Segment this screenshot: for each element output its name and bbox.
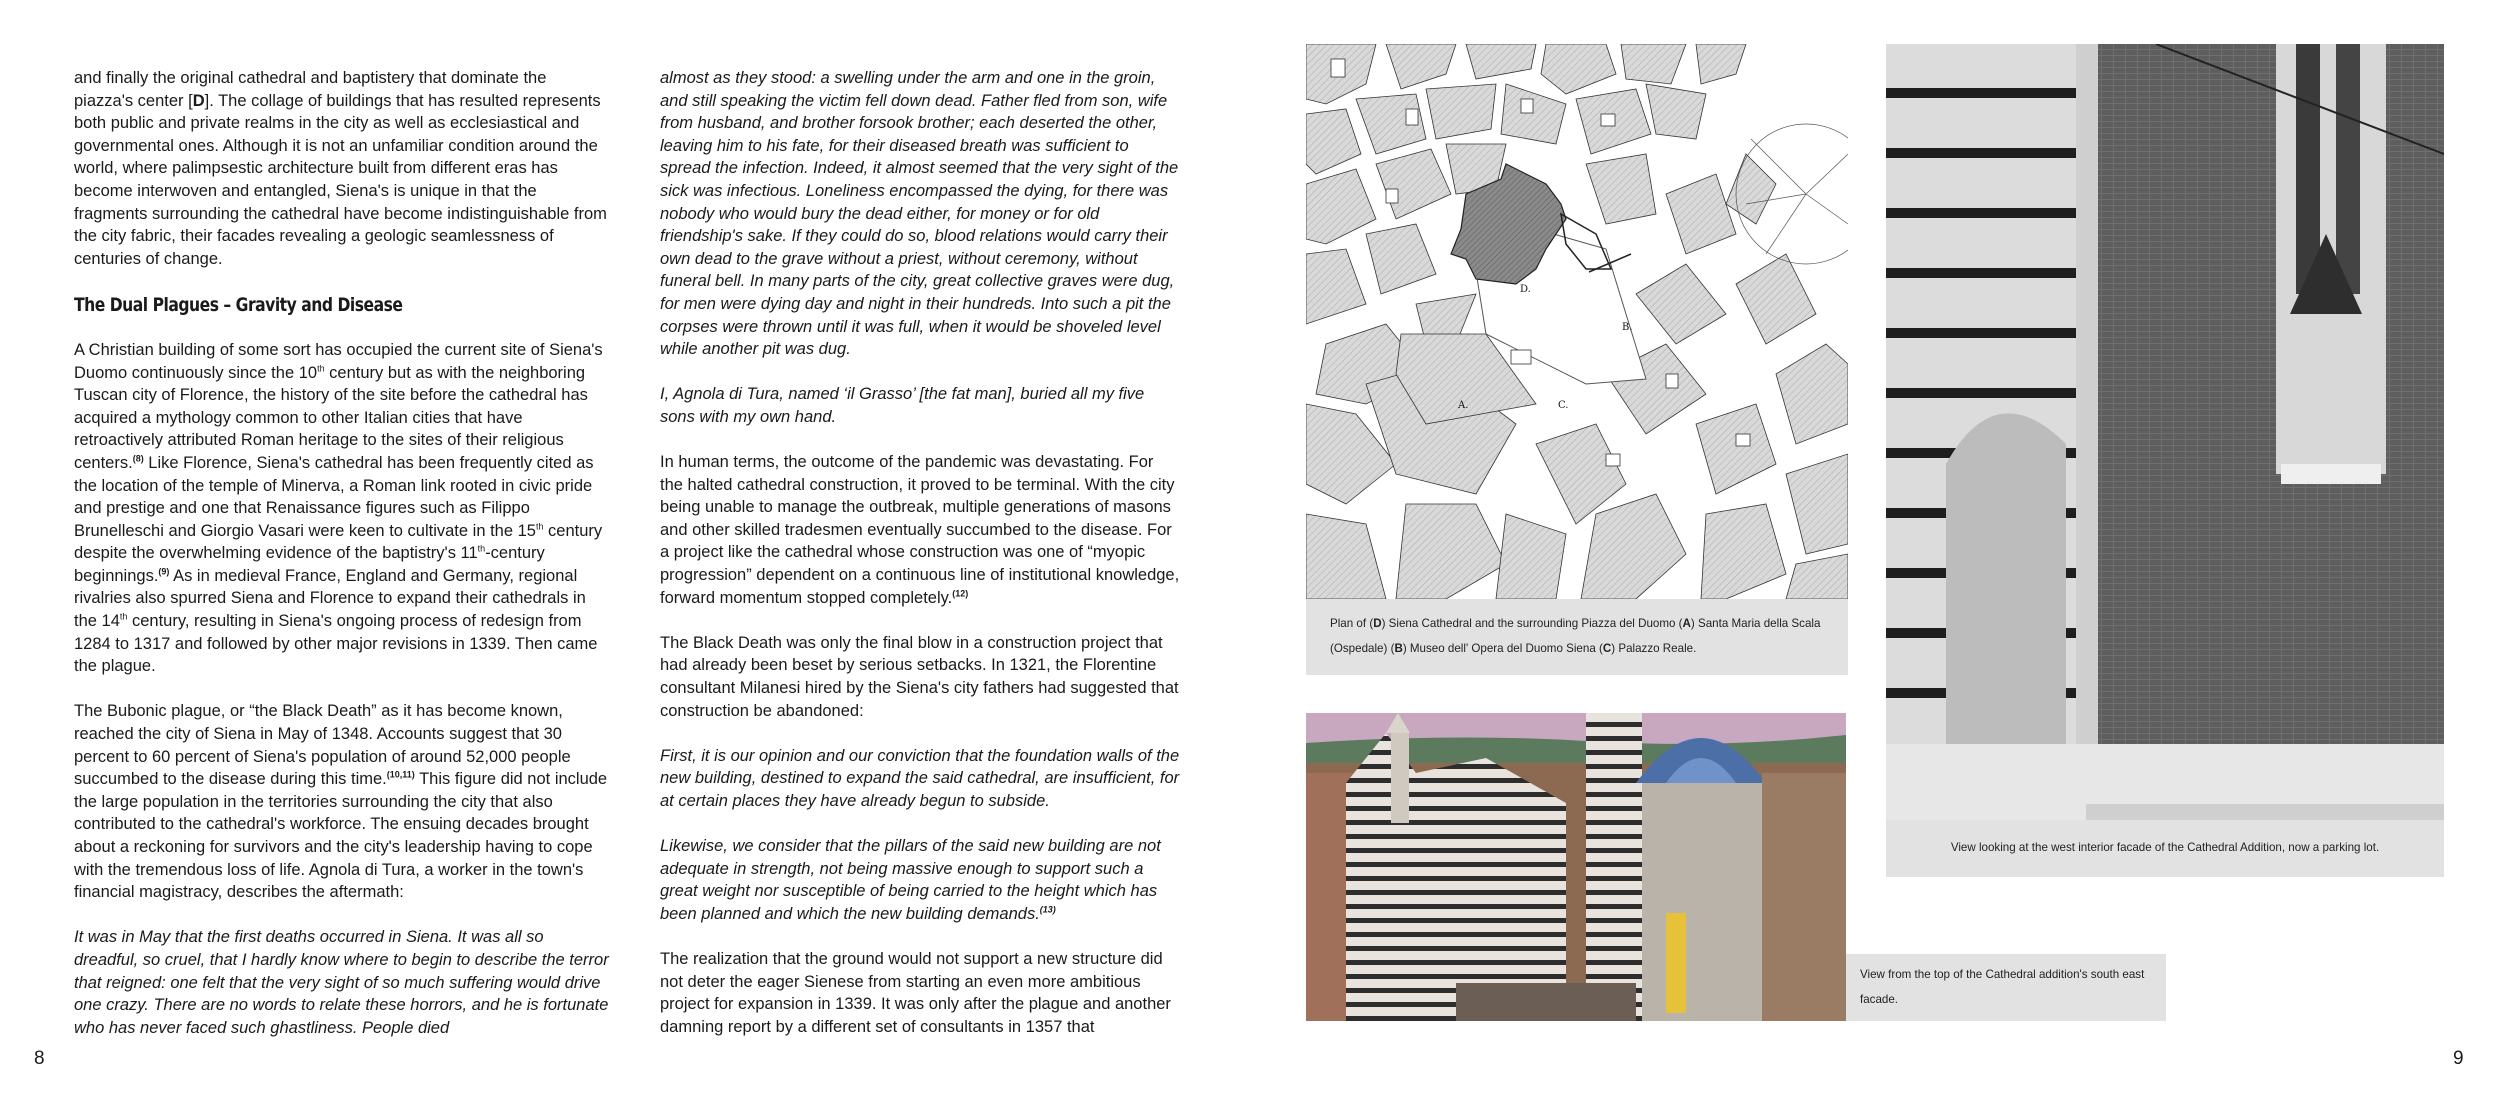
left-column-2	[660, 67, 1180, 1061]
site-plan-map	[1306, 44, 1848, 599]
paragraph: The Black Death was only the final blow in a construction project that had already been beset by serious setbacks. In 1321, the Florentine consultant Milanesi hired by the Siena's city fathers had suggested that construction be abandoned:	[660, 633, 1179, 720]
aerial-photo-graphic	[1306, 713, 1846, 1021]
aerial-cathedral-photo	[1306, 713, 1846, 1021]
paragraph: The realization that the ground would not support a new structure did not deter the eager Sienese from starting an even more ambitious project for expansion in 1339. It was only after the plague and another damning report by a different set of consultants in 1357 that	[660, 950, 1171, 1036]
section-heading: The Dual Plagues – Gravity and Disease	[74, 293, 403, 316]
map-caption: Plan of (D) Siena Cathedral and the surrounding Piazza del Duomo (A) Santa Maria della Scala (Ospedale) (B) Museo dell' Opera del Duomo Siena (C) Palazzo Reale.	[1306, 599, 1848, 675]
facade-photo-caption: View looking at the west interior facade of the Cathedral Addition, now a parking lot.	[1886, 820, 2444, 877]
map-label-d: D.	[1520, 284, 1531, 295]
paragraph: The Bubonic plague, or “the Black Death” as it has become known, reached the city of Siena in May of 1348. Accounts suggest that 30 percent to 60 percent of Siena's population of around 52,000 people succumbed to the disease during this time.$^{(10,11)}$ This figure did not include the large population in the territories surrounding the city that also contributed to the cathedral's workforce. The ensuing decades brought about a reckoning for survivors and the city's leadership having to cope with the tremendous loss of life. Agnola di Tura, a worker in the town's financial magistracy, describes the aftermath:	[74, 702, 608, 902]
map-graphic	[1306, 44, 1848, 599]
west-facade-photo	[1886, 44, 2444, 820]
map-label-a: A.	[1458, 400, 1469, 411]
facade-photo-graphic	[1886, 44, 2444, 820]
block-quote: First, it is our opinion and our conviction that the foundation walls of the new building, destined to expand the said cathedral, are insufficient, for at certain places they have already begun to subside.	[660, 746, 1180, 810]
left-column-1	[74, 67, 610, 1062]
map-label-b: B.	[1622, 322, 1633, 333]
block-quote: It was in May that the first deaths occurred in Siena. It was all so dreadful, so cruel, that I hardly know where to begin to describe the terror that reigned: one felt that the very sight of so much suffering would drive one crazy. There are no words to relate these horrors, and he is fortunate who has never faced such ghastliness. People died	[74, 928, 609, 1037]
block-quote: Likewise, we consider that the pillars of the said new building are not adequate in strength, not being massive enough to support such a great weight nor susceptible of being carried to the height which has been planned and which the new building demands.$^{(13)}$	[660, 837, 1161, 923]
paragraph: and finally the original cathedral and baptistery that dominate the piazza's center [D]. The collage of buildings that has resulted represents both public and private realms in the city as well as ecclesiastical and governmental ones. Although it is not an unfamiliar condition around the world, where palimpsestic architecture built from different eras has become interwoven and entangled, Siena's is unique in that the fragments surrounding the cathedral have become indistinguishable from the city fabric, their facades revealing a geologic seamlessness of centuries of change.	[74, 69, 607, 268]
page-number-left: 8	[34, 1048, 45, 1069]
page-number-right: 9	[2453, 1048, 2464, 1069]
paragraph: A Christian building of some sort has occupied the current site of Siena's Duomo continuously since the 10th century but as with the neighboring Tuscan city of Florence, the history of the site before the cathedral has acquired a mythology common to other Italian cities that have retroactively attributed Roman heritage to the sites of their religious centers.$^{(8)}$ Like Florence, Siena's cathedral has been frequently cited as the location of the temple of Minerva, a Roman link rooted in civic pride and prestige and one that Renaissance figures such as Filippo Brunelleschi and Giorgio Vasari were keen to cultivate in the 15th century despite the overwhelming evidence of the baptistry's 11th-century beginnings.$^{(9)}$ As in medieval France, England and Germany, regional rivalries also spurred Siena and Florence to expand their cathedrals in the 14th century, resulting in Siena's ongoing process of redesign from 1284 to 1317 and followed by other major revisions in 1339. Then came the plague.	[74, 340, 603, 676]
paragraph: In human terms, the outcome of the pandemic was devastating. For the halted cathedral construction, it proved to be terminal. With the city being unable to manage the outbreak, multiple generations of masons and other skilled tradesmen eventually succumbed to the disease. For a project like the cathedral whose construction was one of “myopic progression” dependent on a continuous line of institutional knowledge, forward momentum stopped completely.$^{(12)}$	[660, 453, 1180, 607]
map-label-c: C.	[1558, 400, 1569, 411]
block-quote: almost as they stood: a swelling under the arm and one in the groin, and still speaking the victim fell down dead. Father fled from son, wife from husband, and brother forsook brother; each deserted the other, leaving him to his fate, for their diseased breath was sufficient to spread the infection. Indeed, it almost seemed that the very sight of the sick was infectious. Loneliness encompassed the dying, for there was nobody who would bury the dead either, for money or for old friendship's sake. If they could do so, blood relations would carry their own dead to the grave without a priest, without ceremony, without funeral bell. In many parts of the city, great collective graves were dug, for men were dying day and night in their hundreds. Into such a pit the corpses were thrown until it was full, when it would be shoveled level while another pit was dug.	[660, 69, 1179, 359]
block-quote: I, Agnola di Tura, named ‘il Grasso’ [the fat man], buried all my five sons with my own hand.	[660, 385, 1145, 426]
aerial-photo-caption: View from the top of the Cathedral addition's south east facade.	[1846, 954, 2166, 1021]
